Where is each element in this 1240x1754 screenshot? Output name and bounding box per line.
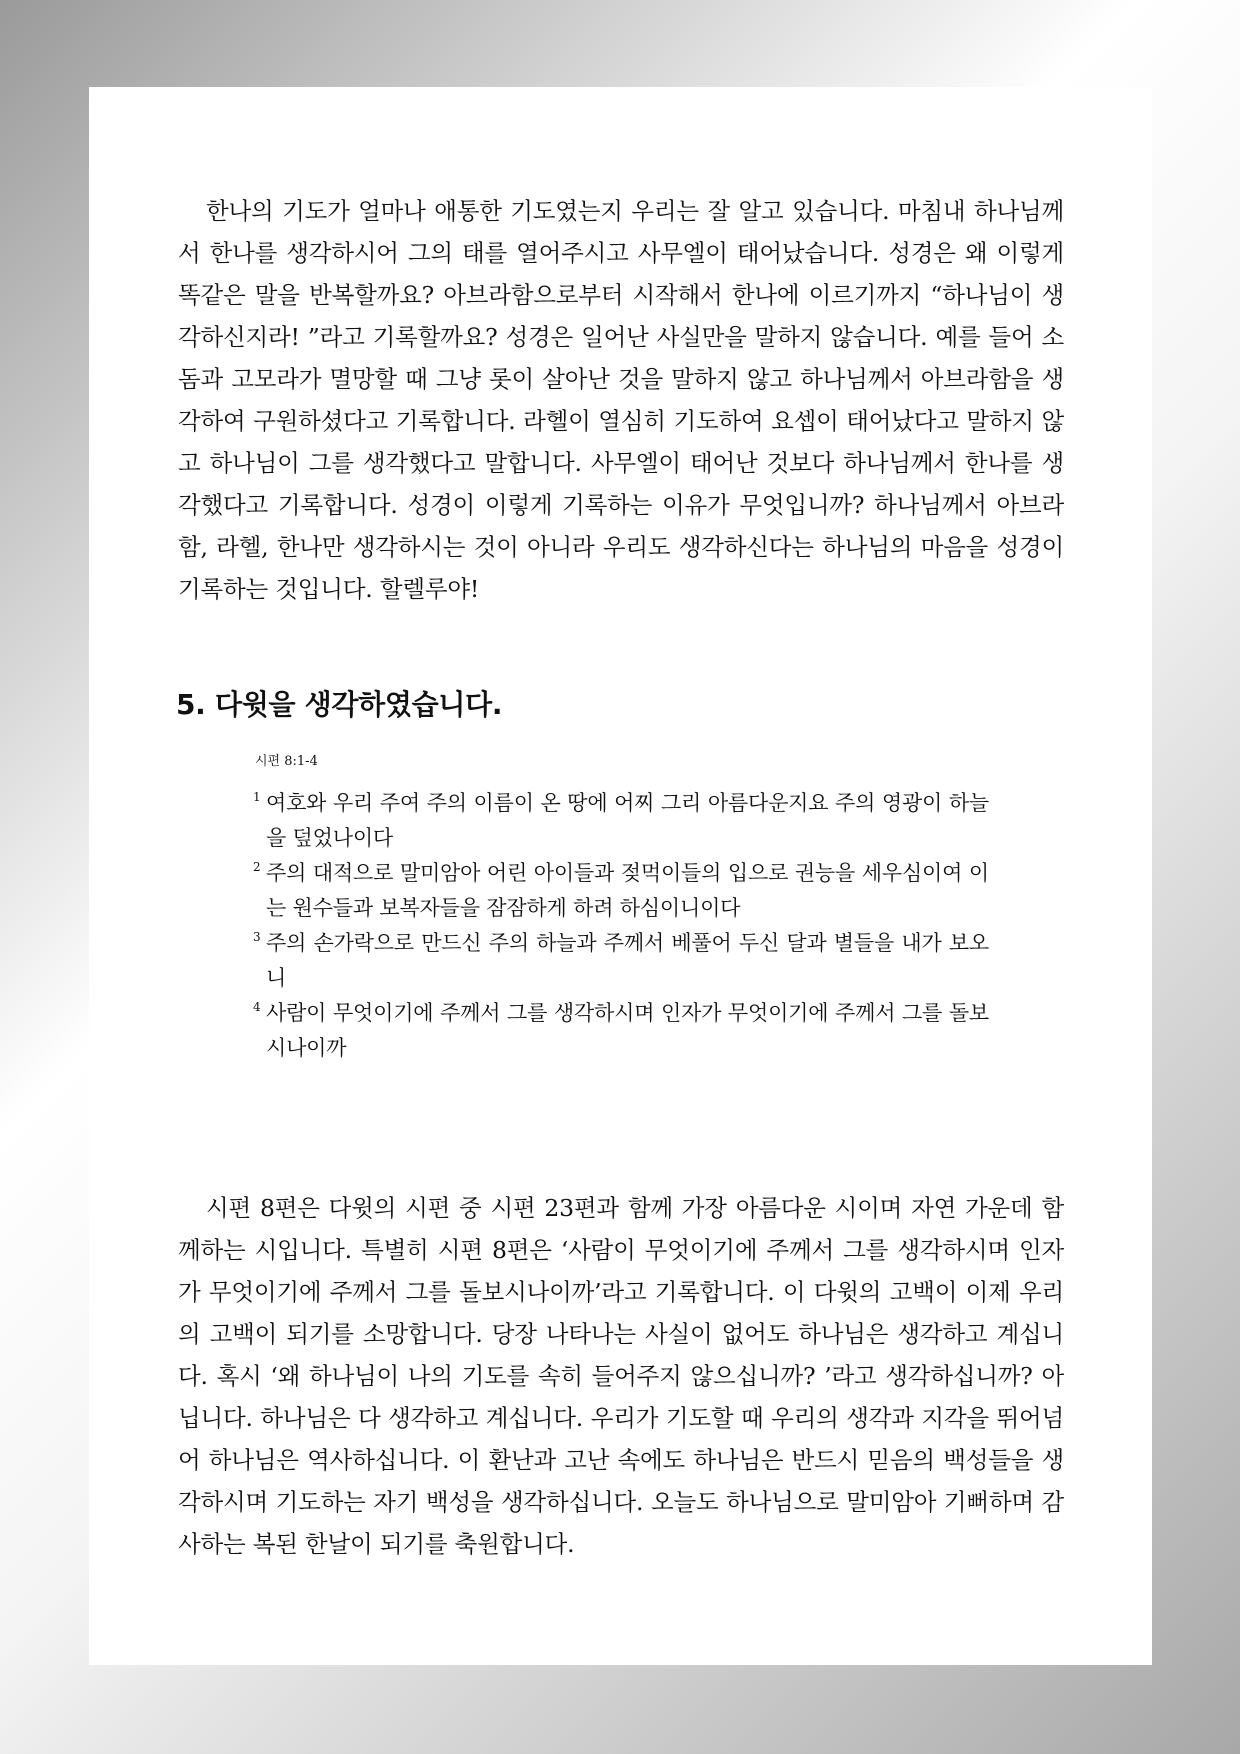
scripture-verse [253,856,989,926]
scripture-verse-list [253,786,989,1066]
verse-text: 여호와 우리 주여 주의 이름이 온 땅에 어찌 그리 아름다운지요 주의 영광이 하늘을 덮었나이다 [266,791,989,850]
scripture-verse [253,926,989,996]
verse-number: 4 [253,1000,261,1014]
section-heading: 5. 다윗을 생각하였습니다. [176,688,503,721]
verse-number: 1 [253,790,261,804]
verse-text: 주의 손가락으로 만드신 주의 하늘과 주께서 베풀어 두신 달과 별들을 내가 보오니 [266,931,989,990]
body-paragraph-hannah: 한나의 기도가 얼마나 애통한 기도였는지 우리는 잘 알고 있습니다. 마침내 하나님께서 한나를 생각하시어 그의 태를 열어주시고 사무엘이 태어났습니다. 성경은 왜 이렇게 똑같은 말을 반복할까요? 아브라함으로부터 시작해서 한나에 이르기까지 “하나님이 생각하신지라! ”라고 기록할까요? 성경은 일어난 사실만을 말하지 않습니다. 예를 들어 소돔과 고모라가 멸망할 때 그냥 롯이 살아난 것을 말하지 않고 하나님께서 아브라함을 생각하여 구원하셨다고 기록합니다. 라헬이 열심히 기도하여 요셉이 태어났다고 말하지 않고 하나님이 그를 생각했다고 말합니다. 사무엘이 태어난 것보다 하나님께서 한나를 생각했다고 기록합니다. 성경이 이렇게 기록하는 이유가 무엇입니까? 하나님께서 아브라함, 라헬, 한나만 생각하시는 것이 아니라 우리도 생각하신다는 하나님의 마음을 성경이 기록하는 것입니다. 할렐루야! [178,197,1064,603]
verse-number: 3 [253,930,261,944]
scripture-verse [253,996,989,1066]
verse-text: 주의 대적으로 말미암아 어린 아이들과 젖먹이들의 입으로 권능을 세우심이여 이는 원수들과 보복자들을 잠잠하게 하려 하심이니이다 [266,861,989,920]
scripture-reference: 시편 8:1-4 [255,754,318,769]
body-paragraph-psalm-8: 시편 8편은 다윗의 시편 중 시편 23편과 함께 가장 아름다운 시이며 자연 가운데 함께하는 시입니다. 특별히 시편 8편은 ‘사람이 무엇이기에 주께서 그를 생각하시며 인자가 무엇이기에 주께서 그를 돌보시나이까’라고 기록합니다. 이 다윗의 고백이 이제 우리의 고백이 되기를 소망합니다. 당장 나타나는 사실이 없어도 하나님은 생각하고 계십니다. 혹시 ‘왜 하나님이 나의 기도를 속히 들어주지 않으십니까? ’라고 생각하십니까? 아닙니다. 하나님은 다 생각하고 계십니다. 우리가 기도할 때 우리의 생각과 지각을 뛰어넘어 하나님은 역사하십니다. 이 환난과 고난 속에도 하나님은 반드시 믿음의 백성들을 생각하시며 기도하는 자기 백성을 생각하십니다. 오늘도 하나님으로 말미암아 기뻐하며 감사하는 복된 한날이 되기를 축원합니다. [178,1194,1064,1558]
verse-number: 2 [253,860,261,874]
document-page [89,87,1152,1665]
verse-text: 사람이 무엇이기에 주께서 그를 생각하시며 인자가 무엇이기에 주께서 그를 돌보시나이까 [266,1001,989,1060]
scripture-verse [253,786,989,856]
